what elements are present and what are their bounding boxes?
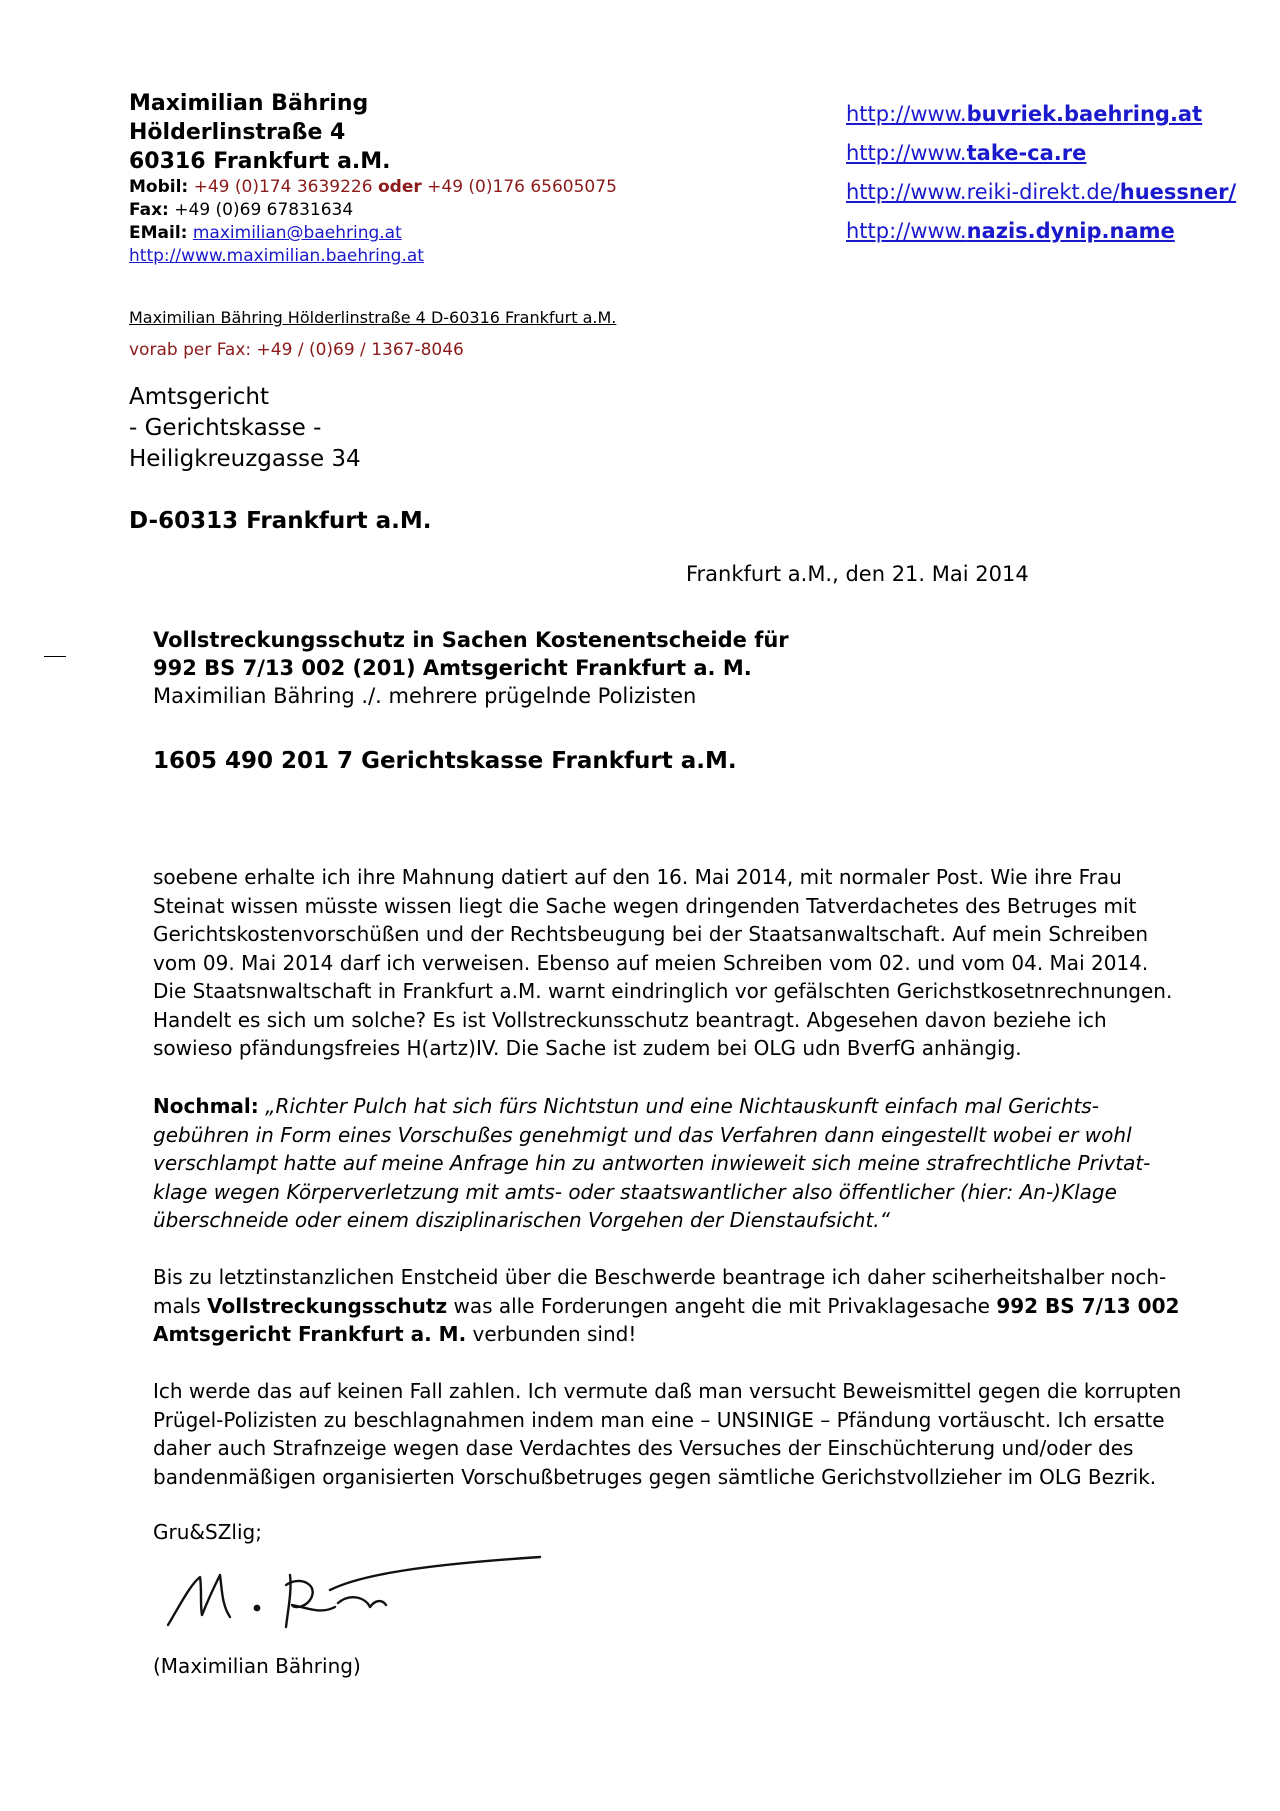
paragraph-3: Bis zu letztinstanzlichen Enstcheid über die Beschwerde beantrage ich daher sciherheitshalber noch- mals Vollstreckungsschutz was alle Forderungen angeht die mit Privaklagesache 992 BS 7/13 002 Amtsgericht Frankfurt a. M. verbunden sind! <box>153 1265 1180 1346</box>
greeting: Gru&SZlig; <box>153 1520 262 1544</box>
sender-city: 60316 Frankfurt a.M. <box>129 149 391 174</box>
sender-fax: Fax: +49 (0)69 67831634 <box>129 200 354 220</box>
return-address: Maximilian Bähring Hölderlinstraße 4 D-60316 Frankfurt a.M. <box>129 308 617 327</box>
subject-line3: Maximilian Bähring ./. mehrere prügelnde Polizisten <box>153 684 697 708</box>
recipient-line3: Heiligkreuzgasse 34 <box>129 446 361 472</box>
paragraph-4: Ich werde das auf keinen Fall zahlen. Ich vermute daß man versucht Beweismittel gegen die korrupten Prügel-Polizisten zu beschlagnahmen indem man eine – UNSINIGE – Pfändung vortäuscht. Ich ersatte daher auch Strafnzeige wegen dase Verdachtes des Versuches der Einschüchterung und/oder des bandenmäßigen organisierten Vorschußbetruges gegen sämtliche Gerichstvollzieher im OLG Bezrik. <box>153 1379 1182 1489</box>
link-reiki[interactable]: http://www.reiki-direkt.de/huessner/ <box>846 180 1237 204</box>
paragraph-2: Nochmal: „Richter Pulch hat sich fürs Nichtstun und eine Nichtauskunft einfach mal Gerichts- gebühren in Form eines Vorschußes genehmigt und das Verfahren dann eingestellt wobei er wohl verschlampt hatte auf meine Anfrage hin zu antworten inwieweit sich meine strafrechtliche Privtat- klage wegen Körperverletzung mit amts- oder staatswantlicher also öffentlicher (hier: An-)Klage überschneide oder einem disziplinarischen Vorgehen der Dienstaufsicht.“ <box>153 1094 1151 1232</box>
signature-name: (Maximilian Bähring) <box>153 1654 361 1678</box>
sender-name: Maximilian Bähring <box>129 91 369 116</box>
link-take-care[interactable]: http://www.take-ca.re <box>846 141 1087 165</box>
recipient-line2: - Gerichtskasse - <box>129 415 322 441</box>
paragraph-1: soebene erhalte ich ihre Mahnung datiert auf den 16. Mai 2014, mit normaler Post. Wie ihre Frau Steinat wissen müsste wissen liegt die Sache wegen dringenden Tatverdachetes des Betruges mit Gerichtskostenvorschüßen und der Rechtsbeugung bei der Staatsanwaltschaft. Auf mein Schreiben vom 09. Mai 2014 darf ich verweisen. Ebenso auf meien Schreiben vom 02. und vom 04. Mai 2014. Die Staatsnwaltschaft in Frankfurt a.M. warnt eindringlich vor gefälschten Gerichstkosetnrechnungen. Handelt es sich um solche? Es ist Vollstreckunsschutz beantragt. Abgesehen davon beziehe ich sowieso pfändungsfreies H(artz)IV. Die Sache ist zudem bei OLG udn BverfG anhängig. <box>153 865 1173 1060</box>
website-link[interactable]: http://www.maximilian.baehring.at <box>129 246 424 266</box>
sender-email: EMail: maximilian@baehring.at <box>129 223 402 243</box>
fold-mark <box>44 656 66 657</box>
handwritten-signature <box>160 1545 550 1650</box>
email-link[interactable]: maximilian@baehring.at <box>192 223 402 243</box>
sender-website <box>129 245 424 268</box>
link-nazis[interactable]: http://www.nazis.dynip.name <box>846 219 1175 243</box>
subject-line1: Vollstreckungsschutz in Sachen Kostenentscheide für <box>153 628 789 652</box>
subject-line2: 992 BS 7/13 002 (201) Amtsgericht Frankfurt a. M. <box>153 656 752 680</box>
recipient-city: D-60313 Frankfurt a.M. <box>129 508 432 534</box>
fax-note: vorab per Fax: +49 / (0)69 / 1367-8046 <box>129 340 464 360</box>
date-line: Frankfurt a.M., den 21. Mai 2014 <box>686 562 1029 586</box>
link-buvriek[interactable]: http://www.buvriek.baehring.at <box>846 102 1203 126</box>
recipient-line1: Amtsgericht <box>129 384 269 410</box>
sender-street: Hölderlinstraße 4 <box>129 120 346 145</box>
reference-number: 1605 490 201 7 Gerichtskasse Frankfurt a.M. <box>153 748 737 774</box>
sender-mobile: Mobil: +49 (0)174 3639226 oder +49 (0)176 65605075 <box>129 177 617 197</box>
